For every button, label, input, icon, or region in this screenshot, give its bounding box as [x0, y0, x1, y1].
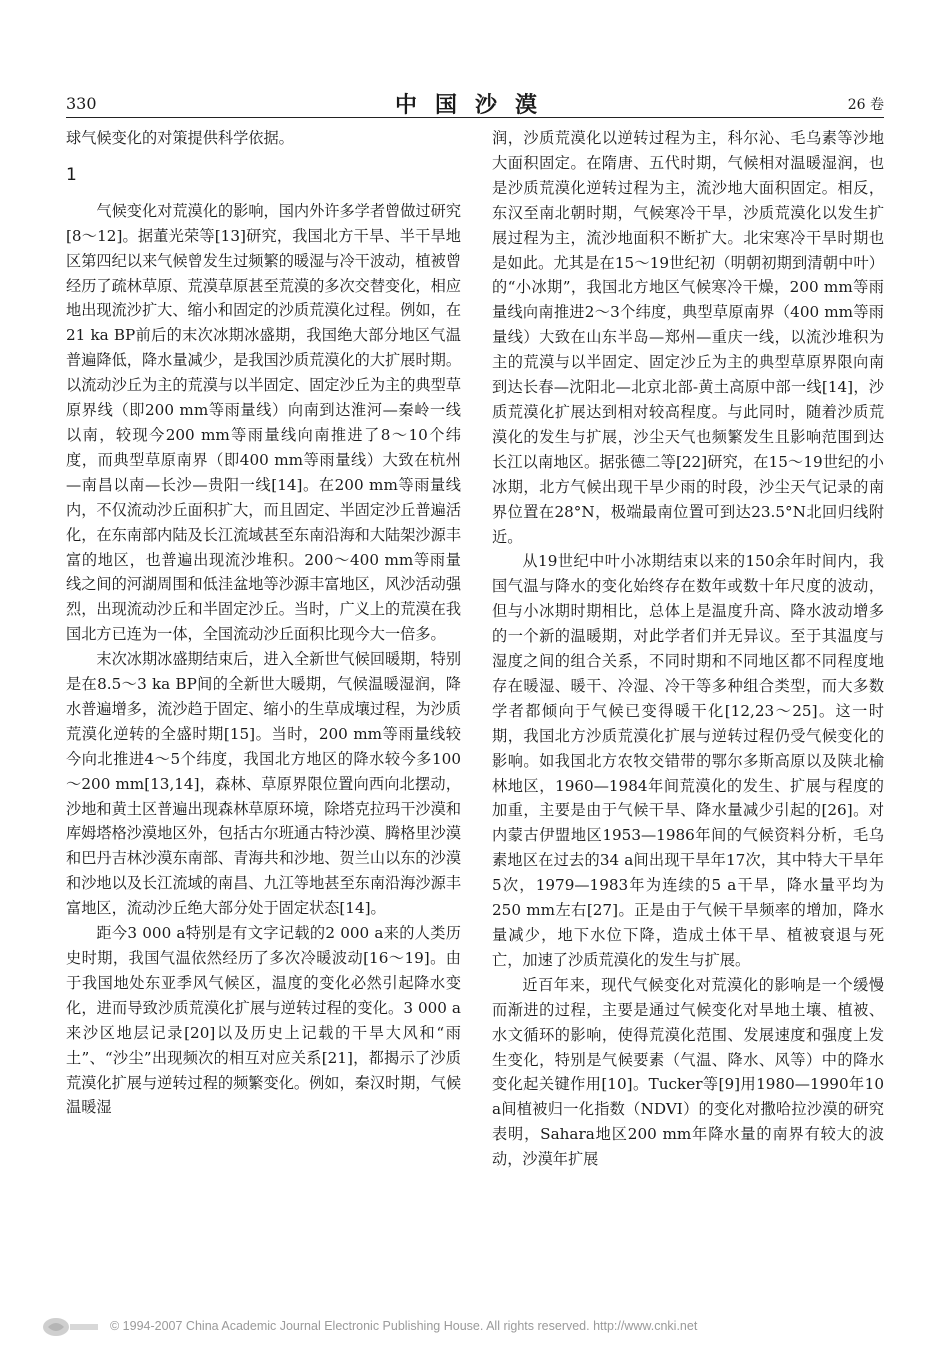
- paragraph: 从19世纪中叶小冰期结束以来的150余年时间内，我国气温与降水的变化始终存在数年或数十年尺度的波动，但与小冰期时期相比，总体上是温度升高、降水波动增多的一个新的温暖期，对此学者们并无异议。至于其温度与湿度之间的组合关系，不同时期和不同地区都不同程度地存在暖湿、暖干、冷湿、冷干等多种组合类型，而大多数学者都倾向于气候已变得暖干化[12,23～25]。这一时期，我国北方沙质荒漠化扩展与逆转过程仍受气候变化的影响。如我国北方农牧交错带的鄂尔多斯高原以及陕北榆林地区，1960—1984年间荒漠化的发生、扩展与程度的加重，主要是由于气候干旱、降水量减少引起的[26]。对内蒙古伊盟地区1953—1986年间的气候资料分析，毛乌素地区在过去的34 a间出现干旱年17次，其中特大干旱年5次，1979—1983年为连续的5 a干旱，降水量平均为250 mm左右[27]。正是由于气候干旱频率的增加，降水量减少，地下水位下降，造成土体干旱、植被衰退与死亡，加速了沙质荒漠化的发生与扩展。: [492, 552, 884, 969]
- journal-title: 中国沙漠: [394, 92, 555, 118]
- publisher-logo-icon: [40, 1315, 100, 1339]
- section-number: 1: [66, 164, 77, 185]
- paragraph: 末次冰期冰盛期结束后，进入全新世气候回暖期，特别是在8.5～3 ka BP间的全新世大暖期，气候温暖湿润，降水普遍增多，流沙趋于固定、缩小的生草成壤过程，为沙质荒漠化逆转的全盛时期[15]。当时，200 mm等雨量线较今向北推进4～5个纬度，我国北方地区的降水较今多100～200 mm[13,14]，森林、草原界限位置向西向北摆动，沙地和黄土区普遍出现森林草原环境，除塔克拉玛干沙漠和库姆塔格沙漠地区外，包括古尔班通古特沙漠、腾格里沙漠和巴丹吉林沙漠东南部、青海共和沙地、贺兰山以东的沙漠和沙地以及长江流域的南昌、九江等地甚至东南沿海沙源丰富地区，流动沙丘绝大部分处于固定状态[14]。: [66, 650, 461, 918]
- right-column: [492, 126, 884, 1172]
- paragraph: 气候变化对荒漠化的影响，国内外许多学者曾做过研究[8～12]。据董光荣等[13]研究，我国北方干旱、半干旱地区第四纪以来气候曾发生过频繁的暖湿与冷干波动，植被曾经历了疏林草原、荒漠草原甚至荒漠的多次交替变化，相应地出现流沙扩大、缩小和固定的沙质荒漠化过程。例如，在21 ka BP前后的末次冰期冰盛期，我国绝大部分地区气温普遍降低，降水量减少，是我国沙质荒漠化的大扩展时期。以流动沙丘为主的荒漠与以半固定、固定沙丘为主的典型草原界线（即200 mm等雨量线）向南到达淮河—秦岭一线以南，较现今200 mm等雨量线向南推进了8～10个纬度，而典型草原南界（即400 mm等雨量线）大致在杭州—南昌以南—长沙—贵阳一线[14]。在200 mm等雨量线内，不仅流动沙丘面积扩大，而且固定、半固定沙丘普遍活化，在东南部内陆及长江流域甚至东南沿海和大陆架沙源丰富的地区，也普遍出现流沙堆积。200～400 mm等雨量线之间的河湖周围和低洼盆地等沙源丰富地区，风沙活动强烈，出现流动沙丘和半固定沙丘。当时，广义上的荒漠在我国北方已连为一体，全国流动沙丘面积比现今大一倍多。: [66, 201, 461, 644]
- volume-label: 26 卷: [847, 97, 884, 113]
- paragraph: 距今3 000 a特别是有文字记载的2 000 a来的人类历史时期，我国气温依然经历了多次冷暖波动[16～19]。由于我国地处东亚季风气候区，温度的变化必然引起降水变化，进而导致沙质荒漠化扩展与逆转过程的变化。3 000 a来沙区地层记录[20]以及历史上记载的干旱大风和“雨土”、“沙尘”出现频次的相互对应关系[21]，都揭示了沙质荒漠化扩展与逆转过程的频繁变化。例如，秦汉时期，气候温暖湿: [66, 924, 461, 1117]
- paragraph: 近百年来，现代气候变化对荒漠化的影响是一个缓慢而渐进的过程，主要是通过气候变化对旱地土壤、植被、水文循环的影响，使得荒漠化范围、发展速度和强度上发生变化，特别是气候要素（气温、降水、风等）中的降水变化起关键作用[10]。Tucker等[9]用1980—1990年10 a间植被归一化指数（NDVI）的变化对撒哈拉沙漠的研究表明，Sahara地区200 mm年降水量的南界有较大的波动，沙漠年扩展: [492, 975, 884, 1169]
- paragraph: 球气候变化的对策提供科学依据。: [66, 129, 294, 147]
- copyright-notice: © 1994-2007 China Academic Journal Electronic Publishing House. All rights reserved. http://www.cnki.net: [110, 1319, 698, 1333]
- left-column: [66, 126, 461, 1120]
- page-footer: [40, 1315, 910, 1341]
- page-number: 330: [66, 94, 97, 113]
- paragraph: 润，沙质荒漠化以逆转过程为主，科尔沁、毛乌素等沙地大面积固定。在隋唐、五代时期，气候相对温暖湿润，也是沙质荒漠化逆转过程为主，流沙地大面积固定。相反，东汉至南北朝时期，气候寒冷干旱，沙质荒漠化以发生扩展过程为主，流沙地面积不断扩大。北宋寒冷干旱时期也是如此。尤其是在15～19世纪初（明朝初期到清朝中叶）的“小冰期”，我国北方地区气候寒冷干燥，200 mm等雨量线向南推进2～3个纬度，典型草原南界（400 mm等雨量线）大致在山东半岛—郑州—重庆一线，以流沙堆积为主的荒漠与以半固定、固定沙丘为主的典型草原界限向南到达长春—沈阳北—北京北部-黄土高原中部一线[14]，沙质荒漠化扩展达到相对较高程度。与此同时，随着沙质荒漠化的发生与扩展，沙尘天气也频繁发生且影响范围到达长江以南地区。据张德二等[22]研究，在15～19世纪的小冰期，北方气候出现干旱少雨的时段，沙尘天气记录的南界位置在28°N，极端最南位置可到达23.5°N北回归线附近。: [492, 129, 884, 546]
- page-header: [66, 88, 884, 118]
- header-rule: [66, 117, 884, 118]
